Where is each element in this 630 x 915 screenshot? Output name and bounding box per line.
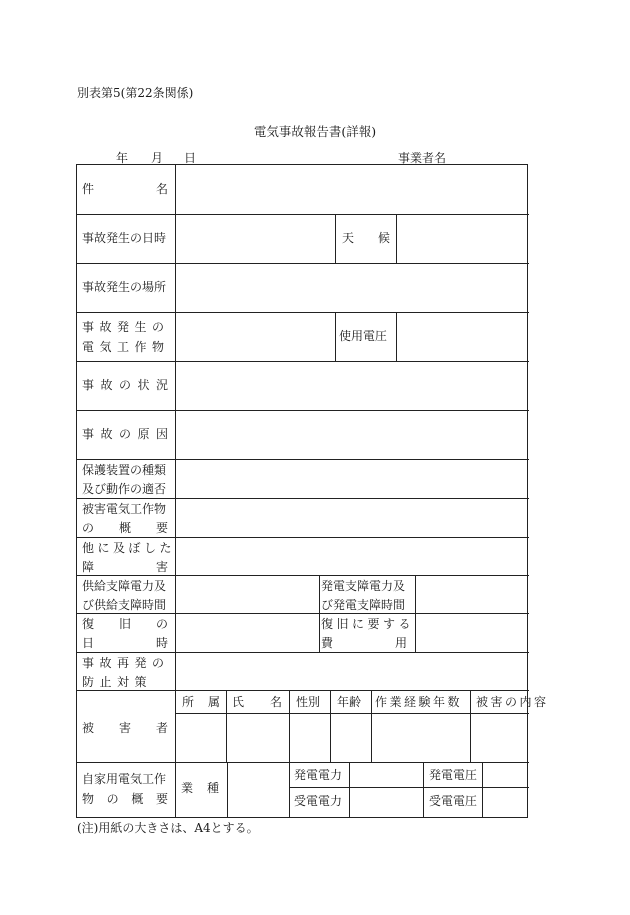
recovery-datetime-label-line2: 日 時 [82, 636, 168, 650]
subject-label-b: 名 [155, 182, 168, 196]
reporter-name-label: 事業者名 [398, 151, 447, 165]
weather-label-b: 候 [377, 231, 390, 245]
supply-outage-label-line2: び供給支障時間 [82, 598, 167, 612]
weather-label [342, 232, 390, 244]
date-year-label: 年 [116, 151, 129, 165]
protection-label-line1: 保護装置の種類 [82, 463, 167, 477]
other-damage-label-line2: 障 害 [82, 560, 168, 574]
victim-col-name: 氏 名 [232, 695, 282, 709]
victim-col-sex: 性別 [296, 695, 321, 709]
received-power-label: 受電電力 [294, 794, 343, 808]
recovery-cost-label-line1: 復旧に要する [321, 617, 415, 631]
damaged-facility-label-line2: の 概 要 [82, 521, 168, 535]
protection-label-line2: 及び動作の適否 [82, 482, 167, 496]
victim-col-affiliation: 所 属 [182, 695, 220, 709]
damaged-facility-label-line1: 被害電気工作物 [82, 502, 167, 516]
prevention-label-line2: 防止対策 [82, 675, 153, 689]
document-title: 電気事故報告書(詳報) [253, 124, 377, 139]
victim-col-damage: 被害の内容 [476, 695, 549, 709]
occurrence-place-label: 事故発生の場所 [82, 280, 167, 294]
facility-label-line2: 電気工作物 [82, 340, 170, 354]
prevention-label-line1: 事故再発の [82, 656, 170, 670]
subject-label-a: 件 [82, 182, 95, 196]
private-facility-label-line2: 物 の 概 要 [82, 792, 168, 806]
private-facility-label-line1: 自家用電気工作 [82, 772, 167, 786]
generated-voltage-label: 発電電圧 [429, 768, 478, 782]
accident-cause-label: 事故の原因 [82, 427, 175, 441]
facility-label-line1: 事故発生の [82, 320, 170, 334]
recovery-datetime-label-line1: 復 旧 の [82, 617, 168, 631]
generation-outage-label-line2: び発電支障時間 [321, 598, 406, 612]
victim-label: 被 害 者 [82, 721, 168, 735]
form-annex-note: 別表第5(第22条関係) [77, 86, 194, 100]
victim-col-experience: 作業経験年数 [375, 695, 463, 709]
generated-power-label: 発電電力 [294, 768, 343, 782]
operating-voltage-label: 使用電圧 [339, 329, 388, 343]
subject-label [82, 183, 168, 195]
victim-col-age: 年齢 [337, 695, 362, 709]
other-damage-label-line1: 他に及ぼした [82, 541, 176, 555]
weather-label-a: 天 [342, 231, 355, 245]
received-voltage-label: 受電電圧 [429, 794, 478, 808]
industry-type-label: 業 種 [181, 781, 219, 795]
paper-size-note: (注)用紙の大きさは、A4とする。 [77, 821, 259, 835]
occurrence-datetime-label: 事故発生の日時 [82, 231, 167, 245]
date-month-label: 月 [151, 151, 164, 165]
generation-outage-label-line1: 発電支障電力及 [321, 579, 406, 593]
recovery-cost-label-line2: 費 用 [321, 636, 407, 650]
date-day-label: 日 [184, 151, 197, 165]
accident-status-label: 事故の状況 [82, 378, 175, 392]
supply-outage-label-line1: 供給支障電力及 [82, 579, 167, 593]
